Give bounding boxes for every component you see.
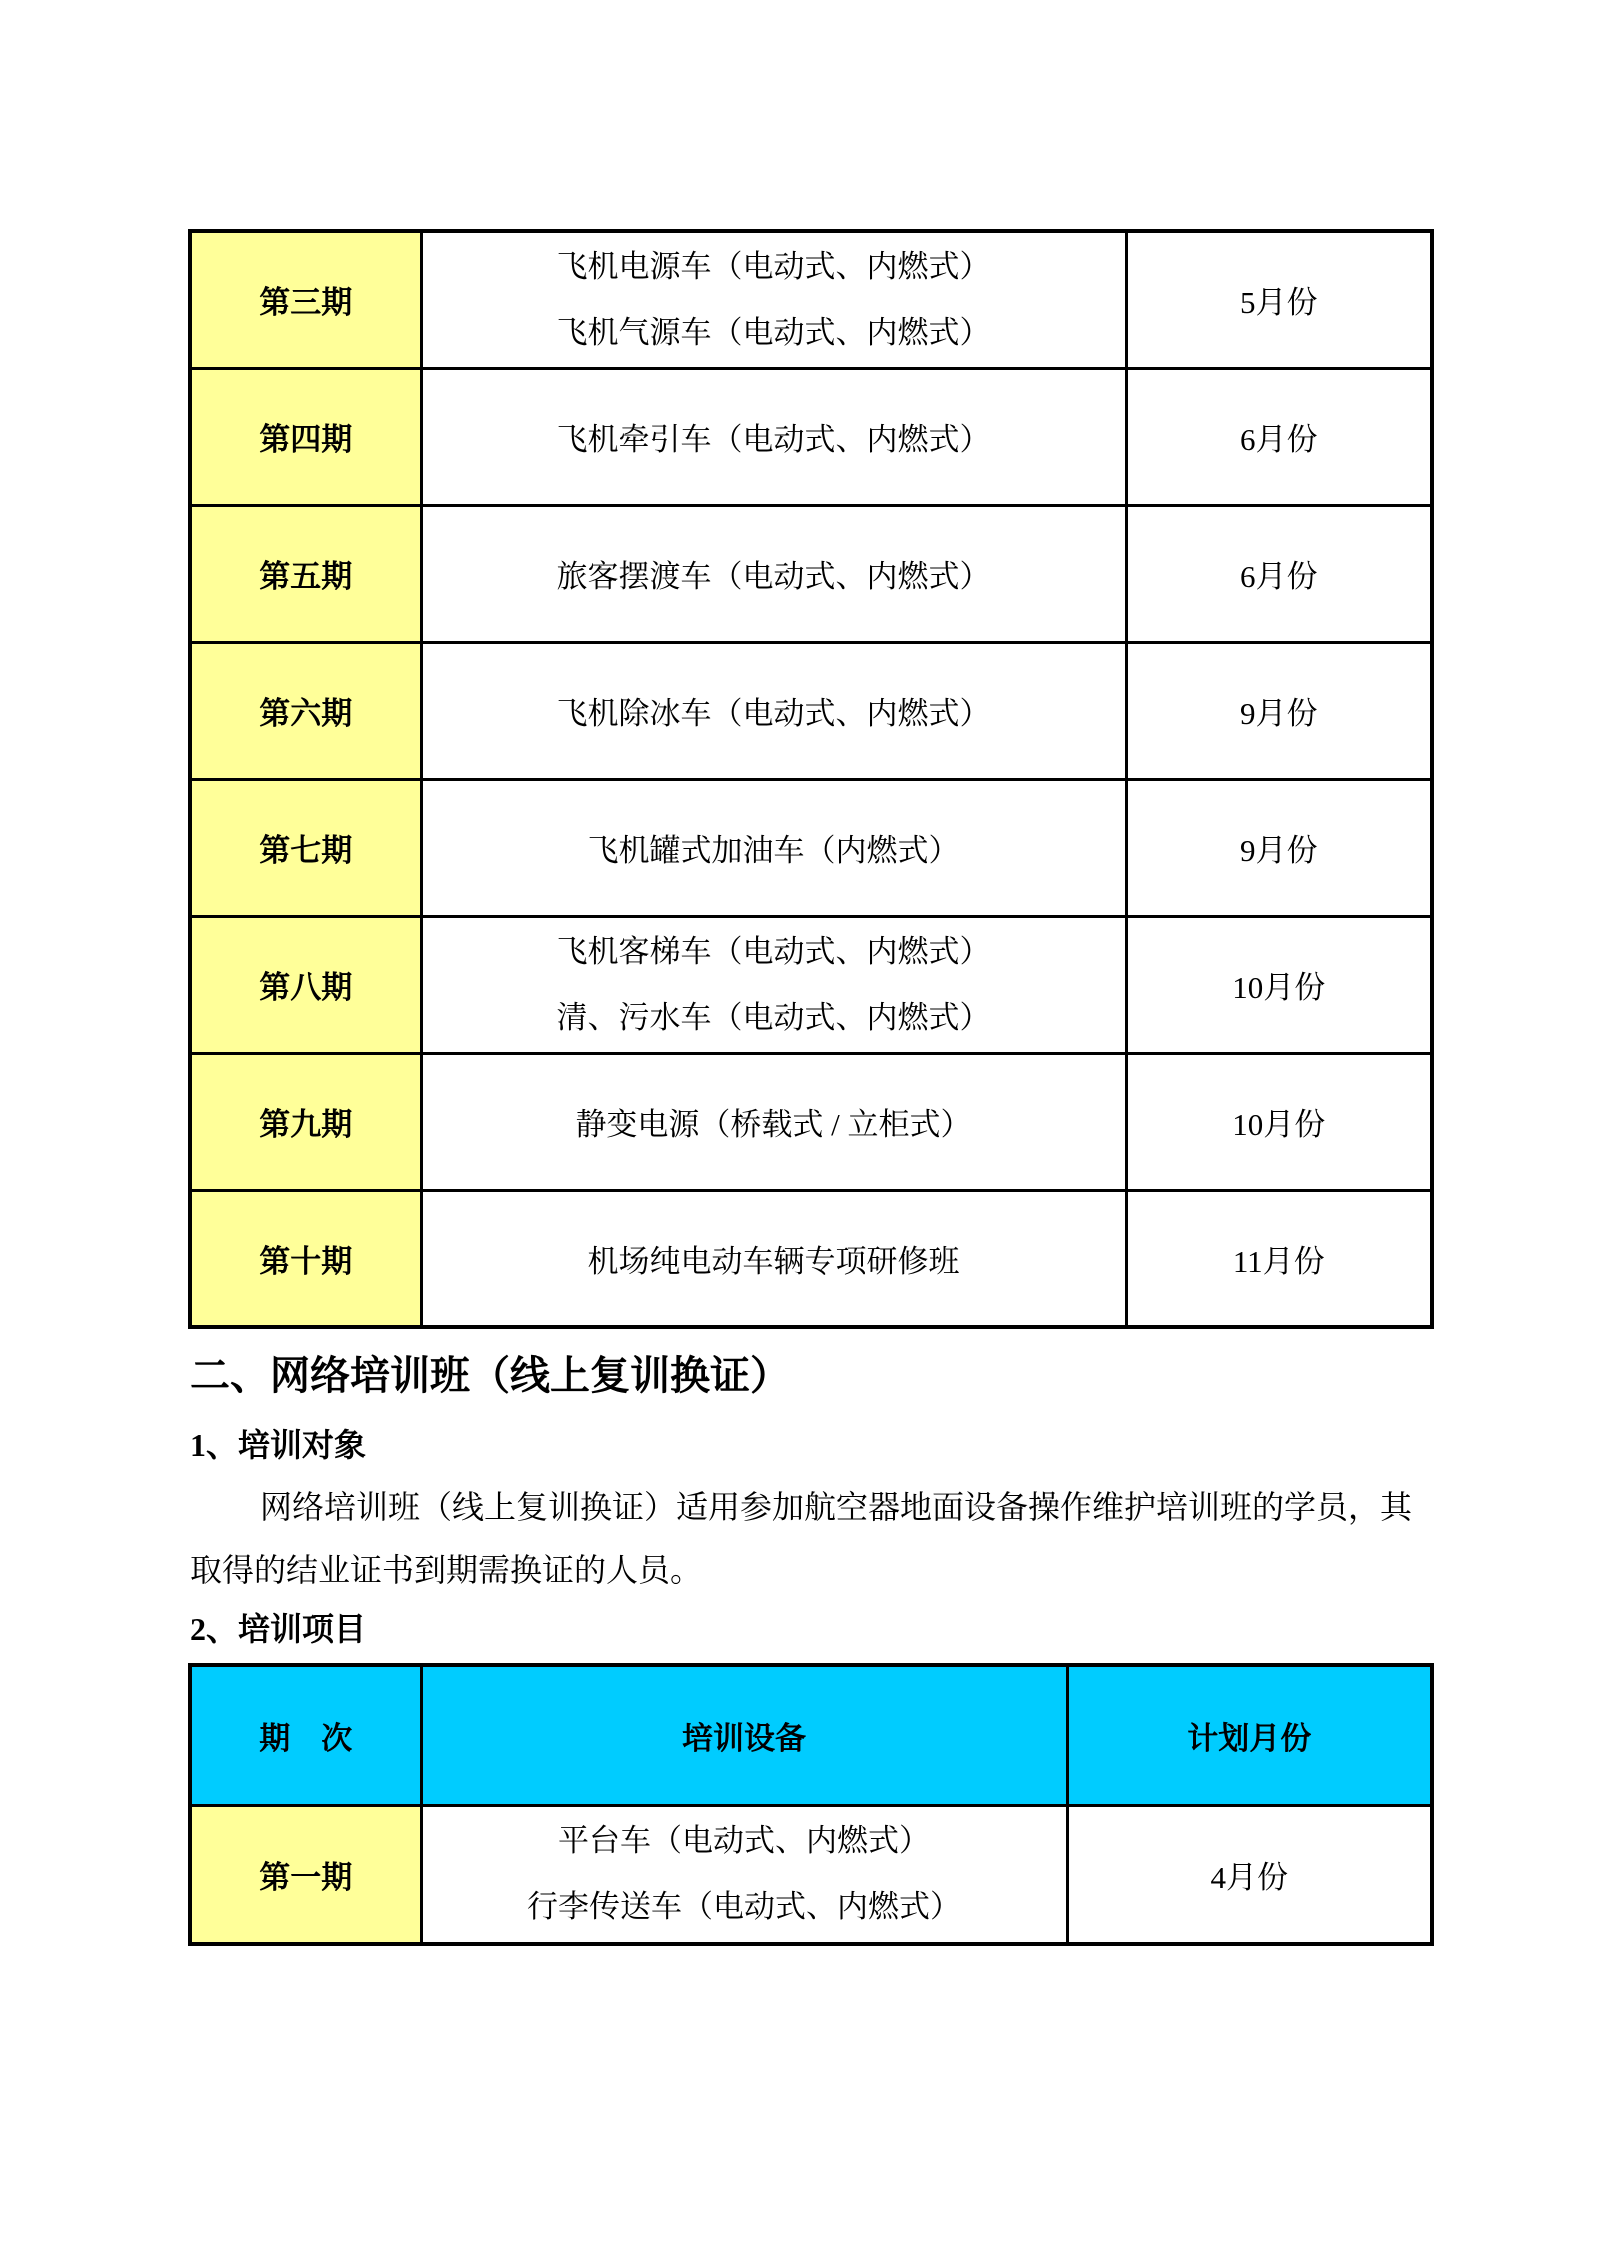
month-cell: 6月份 (1126, 505, 1432, 642)
equipment-line: 平台车（电动式、内燃式） (558, 1823, 930, 1859)
month-cell: 6月份 (1126, 368, 1432, 505)
equipment-line: 飞机罐式加油车（内燃式） (587, 833, 960, 868)
equipment-cell (421, 1190, 1126, 1327)
online-training-table (188, 1663, 1434, 1946)
equipment-line: 静变电源（桥载式 / 立柜式） (575, 1107, 972, 1142)
period-cell: 第九期 (190, 1053, 421, 1190)
period-cell: 第七期 (190, 779, 421, 916)
paragraph-line: 网络培训班（线上复训换证）适用参加航空器地面设备操作维护培训班的学员，其 (260, 1489, 1413, 1525)
period-cell: 第四期 (190, 368, 421, 505)
period-cell: 第十期 (190, 1190, 421, 1327)
equipment-line: 行李传送车（电动式、内燃式） (527, 1889, 961, 1925)
month-cell: 9月份 (1126, 642, 1432, 779)
section-heading: 二、网络培训班（线上复训换证） (190, 1353, 790, 1398)
equipment-cell (421, 1805, 1067, 1944)
equipment-cell (421, 1053, 1126, 1190)
table-row (190, 505, 1432, 642)
equipment-line: 机场纯电动车辆专项研修班 (587, 1243, 960, 1279)
subsection-2-title: 2、培训项目 (190, 1611, 367, 1647)
month-cell: 4月份 (1067, 1805, 1432, 1944)
month-cell: 9月份 (1126, 779, 1432, 916)
training-target-paragraph (190, 1476, 1445, 1602)
paragraph-line: 取得的结业证书到期需换证的人员。 (190, 1552, 703, 1588)
equipment-line: 飞机气源车（电动式、内燃式） (556, 314, 991, 350)
equipment-line: 旅客摆渡车（电动式、内燃式） (556, 559, 991, 594)
equipment-cell (421, 505, 1126, 642)
equipment-line: 飞机牵引车（电动式、内燃式） (556, 422, 991, 457)
month-cell: 10月份 (1126, 916, 1432, 1053)
month-cell: 10月份 (1126, 1053, 1432, 1190)
header-month: 计划月份 (1067, 1665, 1432, 1805)
equipment-line: 飞机客梯车（电动式、内燃式） (556, 933, 991, 969)
table-header-row (190, 1665, 1432, 1805)
equipment-line: 飞机除冰车（电动式、内燃式） (556, 696, 991, 731)
offline-training-schedule-table (188, 229, 1434, 1329)
subsection-1-title: 1、培训对象 (190, 1427, 367, 1463)
header-period: 期 次 (190, 1665, 421, 1805)
equipment-cell (421, 231, 1126, 368)
header-equipment: 培训设备 (421, 1665, 1067, 1805)
period-cell: 第一期 (190, 1805, 421, 1944)
period-cell: 第五期 (190, 505, 421, 642)
table-row (190, 779, 1432, 916)
period-cell: 第三期 (190, 231, 421, 368)
equipment-cell (421, 368, 1126, 505)
period-cell: 第六期 (190, 642, 421, 779)
period-cell: 第八期 (190, 916, 421, 1053)
equipment-cell (421, 779, 1126, 916)
table-row (190, 368, 1432, 505)
equipment-cell (421, 642, 1126, 779)
table-row (190, 642, 1432, 779)
equipment-line: 清、污水车（电动式、内燃式） (556, 999, 991, 1035)
table-row (190, 231, 1432, 368)
table-row (190, 1190, 1432, 1327)
month-cell: 5月份 (1126, 231, 1432, 368)
equipment-cell (421, 916, 1126, 1053)
table-row (190, 1805, 1432, 1944)
month-cell: 11月份 (1126, 1190, 1432, 1327)
equipment-line: 飞机电源车（电动式、内燃式） (556, 248, 991, 284)
table-row (190, 1053, 1432, 1190)
table-row (190, 916, 1432, 1053)
